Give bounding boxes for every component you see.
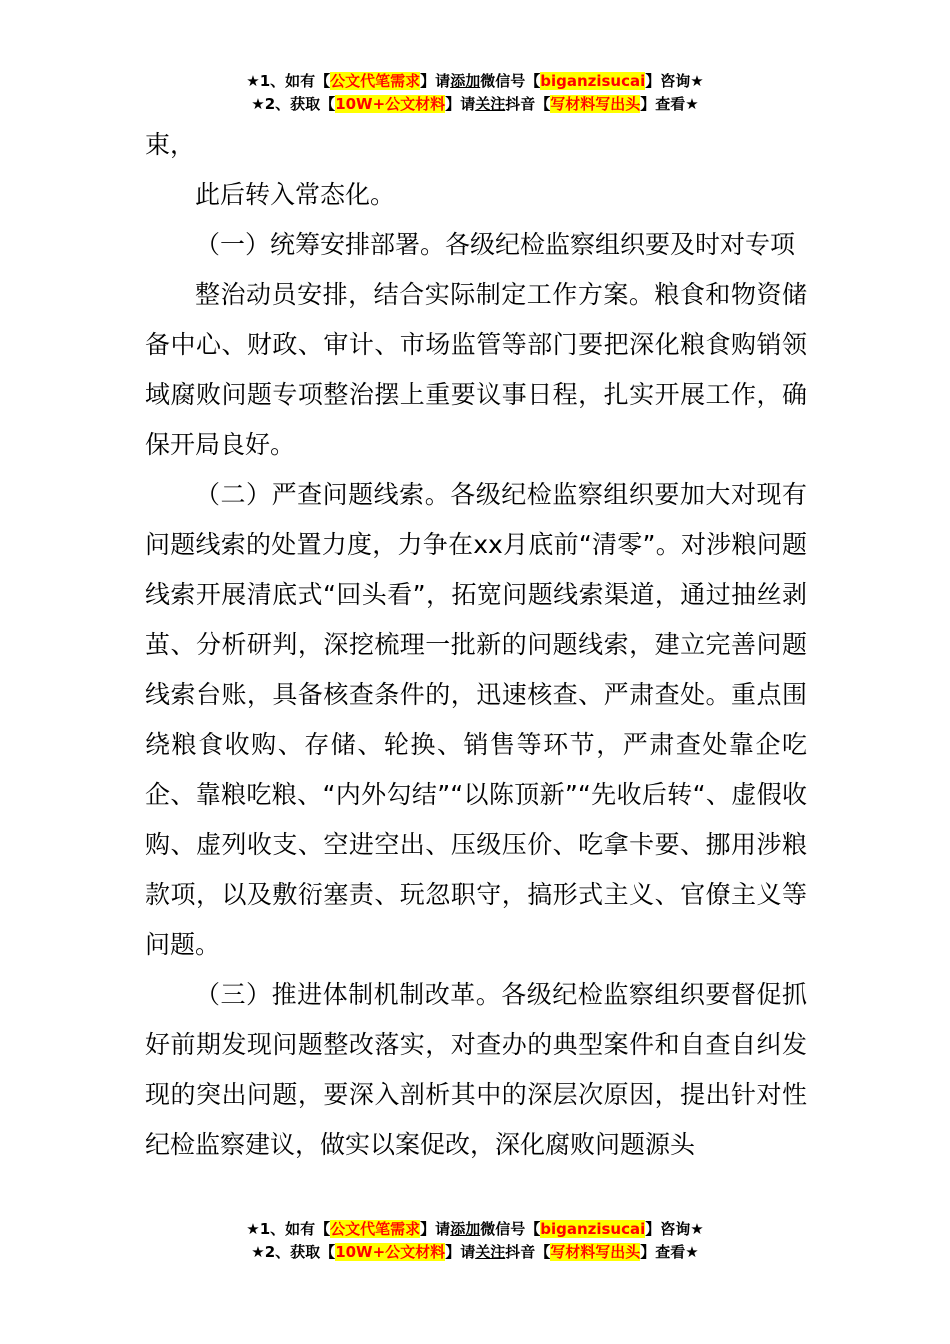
section-2: （二）严查问题线索。各级纪检监察组织要加大对现有问题线索的处置力度，力争在xx月底前“清零”。对涉粮问题线索开展清底式“回头看”，拓宽问题线索渠道，通过抽丝剥茧、分析研判，深挖梳理一批新的问题线索，建立完善问题线索台账，具备核查条件的，迅速核查、严肃查处。重点围绕粮食收购、存储、轮换、销售等环节，严肃查处靠企吃企、靠粮吃粮、“内外勾结”“以陈顶新”“先收后转“、虚假收购、虚列收支、空进空出、压级压价、吃拿卡要、挪用涉粮款项，以及敷衍塞责、玩忽职守，搞形式主义、官僚主义等问题。	[145, 480, 807, 959]
footer-banner	[0, 1218, 950, 1264]
highlight-materials: 10W+公文材料	[335, 1243, 446, 1261]
section-3: （三）推进体制机制改革。各级纪检监察组织要督促抓好前期发现问题整改落实，对查办的典型案件和自查自纠发现的突出问题，要深入剖析其中的深层次原因，提出针对性纪检监察建议，做实以案促改，深化腐败问题源头	[145, 980, 807, 1159]
banner-line-2: ★2、获取【10W+公文材料】请关注抖音【写材料写出头】查看★	[251, 95, 699, 113]
highlight-douyin-id: 写材料写出头	[550, 95, 641, 113]
banner-line-1: ★1、如有【公文代笔需求】请添加微信号【biganzisucai】咨询★	[246, 1220, 704, 1238]
highlight-service: 公文代笔需求	[330, 72, 421, 90]
banner-line-1: ★1、如有【公文代笔需求】请添加微信号【biganzisucai】咨询★	[246, 72, 704, 90]
header-banner	[0, 70, 950, 116]
banner-line-2: ★2、获取【10W+公文材料】请关注抖音【写材料写出头】查看★	[251, 1243, 699, 1261]
document-body	[145, 120, 807, 1170]
highlight-wechat-id: biganzisucai	[540, 1220, 646, 1238]
highlight-douyin-id: 写材料写出头	[550, 1243, 641, 1261]
highlight-wechat-id: biganzisucai	[540, 72, 646, 90]
paragraph: 整治动员安排，结合实际制定工作方案。粮食和物资储备中心、财政、审计、市场监管等部门要把深化粮食购销领域腐败问题专项整治摆上重要议事日程，扎实开展工作，确保开局良好。	[145, 280, 807, 459]
section-heading-1: （一）统筹安排部署。各级纪检监察组织要及时对专项	[195, 230, 796, 259]
paragraph: 此后转入常态化。	[195, 180, 396, 209]
highlight-service: 公文代笔需求	[330, 1220, 421, 1238]
paragraph: 束，	[145, 130, 196, 159]
highlight-materials: 10W+公文材料	[335, 95, 446, 113]
